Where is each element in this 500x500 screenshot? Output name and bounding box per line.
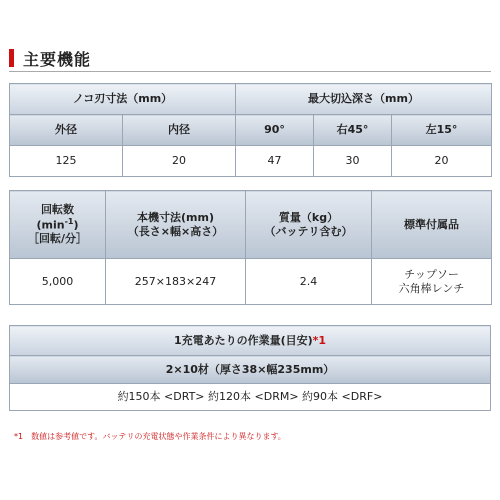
accessories-value: チップソー 六角棒レンチ xyxy=(372,259,492,305)
depth-left15-value: 20 xyxy=(392,146,492,177)
depth-right45-header: 右45° xyxy=(314,115,392,146)
section-title: 主要機能 xyxy=(23,50,92,69)
dimensions-header: 本機寸法(mm) （長さ×幅×高さ） xyxy=(106,191,246,259)
depth-90-value: 47 xyxy=(236,146,314,177)
rpm-header-line2: $(\min^{-1})$ xyxy=(36,216,79,232)
outer-diameter-value: 125 xyxy=(10,146,123,177)
lumber-size-header: 2×10材（厚さ38×幅235mm） xyxy=(10,356,491,384)
spec-table xyxy=(9,190,492,305)
weight-header: 質量（kg） （バッテリ含む） xyxy=(246,191,372,259)
depth-right45-value: 30 xyxy=(314,146,392,177)
depth-left15-header: 左15° xyxy=(392,115,492,146)
depth-90-header: 90° xyxy=(236,115,314,146)
title-accent-bar xyxy=(9,49,14,67)
rpm-value: 5,000 xyxy=(10,259,106,305)
rpm-header-line1: 回転数 xyxy=(41,203,74,217)
work-per-charge-value: 約150本 <DRT> 約120本 <DRM> 約90本 <DRF> xyxy=(10,384,491,411)
footnote-mark: *1 xyxy=(312,333,327,347)
inner-diameter-value: 20 xyxy=(123,146,236,177)
max-depth-header: 最大切込深さ（mm） xyxy=(236,84,492,115)
weight-value: 2.4 xyxy=(246,259,372,305)
rpm-header-line3: ［回転/分］ xyxy=(27,232,88,246)
title-divider xyxy=(9,71,491,72)
work-per-charge-header: 1充電あたりの作業量(目安)*1 xyxy=(10,326,491,356)
blade-size-header: ノコ刃寸法（mm） xyxy=(10,84,236,115)
dimensions-value: 257×183×247 xyxy=(106,259,246,305)
outer-diameter-header: 外径 xyxy=(10,115,123,146)
work-per-charge-table xyxy=(9,325,491,411)
footnote: *1 数値は参考値です。バッテリの充電状態や作業条件により異なります。 xyxy=(14,432,286,441)
accessories-header: 標準付属品 xyxy=(372,191,492,259)
section-header xyxy=(9,46,491,72)
inner-diameter-header: 内径 xyxy=(123,115,236,146)
rpm-header xyxy=(10,191,106,259)
blade-depth-table xyxy=(9,83,492,177)
